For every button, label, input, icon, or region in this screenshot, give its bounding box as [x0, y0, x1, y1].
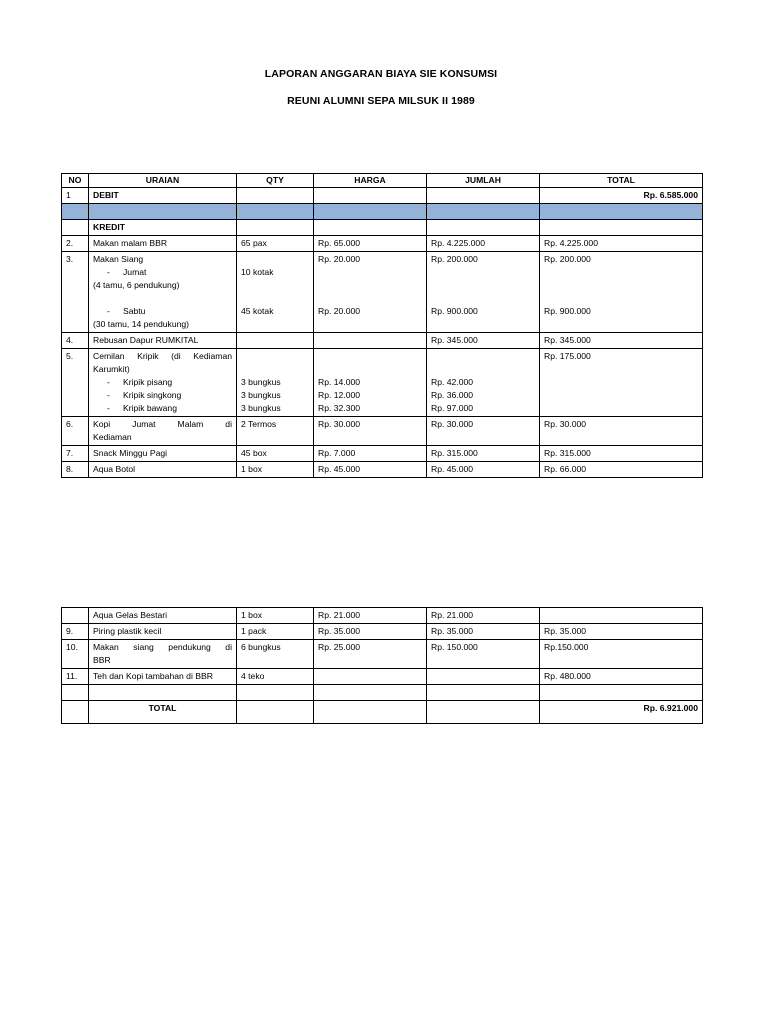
empty-cell	[427, 669, 540, 685]
row-harga: Rp. 7.000	[314, 446, 427, 462]
sub-qty: 3 bungkus	[241, 377, 281, 387]
row-total: Rp.150.000	[540, 640, 703, 669]
report-subtitle: REUNI ALUMNI SEPA MILSUK II 1989	[287, 95, 475, 107]
row-jumlah: Rp. 21.000	[427, 608, 540, 624]
empty-cell	[427, 204, 540, 220]
row-total: Rp. 175.000	[540, 349, 703, 417]
table-row	[62, 624, 703, 640]
sub-harga: Rp. 14.000	[318, 377, 361, 387]
budget-table	[61, 173, 703, 478]
row-total	[540, 252, 703, 333]
row-uraian: Aqua Botol	[89, 462, 237, 478]
sub-qty: 3 bungkus	[241, 390, 281, 400]
table-row	[62, 640, 703, 669]
sub-harga: Rp. 12.000	[318, 390, 361, 400]
row-jumlah	[427, 349, 540, 417]
row-jumlah: Rp. 4.225.000	[427, 236, 540, 252]
row-harga: Rp. 21.000	[314, 608, 427, 624]
row-harga	[314, 349, 427, 417]
debit-total: Rp. 6.585.000	[540, 188, 703, 204]
row-no: 8.	[62, 462, 89, 478]
uraian-line: BBR	[93, 655, 111, 665]
row-uraian	[89, 417, 237, 446]
row-no: 5.	[62, 349, 89, 417]
empty-cell	[540, 220, 703, 236]
empty-cell	[427, 701, 540, 724]
row-qty: 4 teko	[237, 669, 314, 685]
sub-item-label: Kripik singkong	[123, 390, 182, 400]
row-qty: 1 box	[237, 608, 314, 624]
sub-jumlah: Rp. 900.000	[431, 306, 478, 316]
empty-cell	[427, 685, 540, 701]
empty-cell	[314, 333, 427, 349]
sub-item-note: (30 tamu, 14 pendukung)	[93, 319, 190, 329]
empty-cell	[62, 220, 89, 236]
uraian-line: Kediaman	[93, 432, 132, 442]
empty-cell	[62, 204, 89, 220]
row-qty: 1 pack	[237, 624, 314, 640]
empty-cell	[237, 220, 314, 236]
sub-jumlah: Rp. 42.000	[431, 377, 474, 387]
row-uraian: Rebusan Dapur RUMKITAL	[89, 333, 237, 349]
row-uraian: Snack Minggu Pagi	[89, 446, 237, 462]
table-row	[62, 446, 703, 462]
row-total: Rp. 480.000	[540, 669, 703, 685]
sub-jumlah: Rp. 36.000	[431, 390, 474, 400]
header-no: NO	[62, 174, 89, 188]
row-jumlah: Rp. 45.000	[427, 462, 540, 478]
empty-cell	[427, 188, 540, 204]
debit-label: DEBIT	[89, 188, 237, 204]
budget-table-continued	[61, 607, 703, 724]
row-jumlah: Rp. 30.000	[427, 417, 540, 446]
empty-cell	[89, 685, 237, 701]
empty-cell	[540, 608, 703, 624]
row-qty	[237, 252, 314, 333]
sub-item: - Sabtu	[107, 306, 146, 316]
sub-harga: Rp. 20.000	[318, 306, 361, 316]
sub-harga: Rp. 20.000	[318, 254, 361, 264]
uraian-line: Karumkit)	[93, 364, 130, 374]
empty-cell	[540, 685, 703, 701]
empty-cell	[540, 204, 703, 220]
row-no: 10.	[62, 640, 89, 669]
row-qty: 65 pax	[237, 236, 314, 252]
table-row	[62, 669, 703, 685]
row-qty: 45 box	[237, 446, 314, 462]
empty-cell	[237, 685, 314, 701]
row-uraian: Aqua Gelas Bestari	[89, 608, 237, 624]
empty-cell	[237, 701, 314, 724]
table-row	[62, 236, 703, 252]
row-harga: Rp. 45.000	[314, 462, 427, 478]
kredit-label: KREDIT	[89, 220, 237, 236]
sub-total: Rp. 900.000	[544, 306, 591, 316]
empty-cell	[62, 608, 89, 624]
row-uraian	[89, 252, 237, 333]
row-uraian: Makan malam BBR	[89, 236, 237, 252]
sub-item: - Kripik singkong	[107, 390, 182, 400]
sub-item-label: Kripik bawang	[123, 403, 177, 413]
table-header-row	[62, 174, 703, 188]
empty-cell	[314, 685, 427, 701]
sub-total: Rp. 200.000	[544, 254, 591, 264]
header-total: TOTAL	[540, 174, 703, 188]
table-row	[62, 462, 703, 478]
header-uraian: URAIAN	[89, 174, 237, 188]
row-harga: Rp. 25.000	[314, 640, 427, 669]
row-no: 2.	[62, 236, 89, 252]
row-jumlah: Rp. 345.000	[427, 333, 540, 349]
grand-total-label: TOTAL	[89, 701, 237, 724]
empty-cell	[237, 204, 314, 220]
row-harga	[314, 252, 427, 333]
empty-cell	[89, 204, 237, 220]
header-harga: HARGA	[314, 174, 427, 188]
row-no: 6.	[62, 417, 89, 446]
sub-item: - Kripik bawang	[107, 403, 177, 413]
kredit-row	[62, 220, 703, 236]
row-qty	[237, 349, 314, 417]
uraian-line: Makan Siang	[93, 254, 144, 264]
row-no: 1	[62, 188, 89, 204]
header-qty: QTY	[237, 174, 314, 188]
row-uraian	[89, 349, 237, 417]
grand-total-value: Rp. 6.921.000	[540, 701, 703, 724]
row-jumlah: Rp. 150.000	[427, 640, 540, 669]
sub-item-label: Sabtu	[123, 306, 146, 316]
row-uraian	[89, 640, 237, 669]
empty-cell	[314, 188, 427, 204]
report-title: LAPORAN ANGGARAN BIAYA SIE KONSUMSI	[264, 68, 498, 80]
sub-qty: 45 kotak	[241, 306, 274, 316]
empty-cell	[62, 685, 89, 701]
row-no: 9.	[62, 624, 89, 640]
row-total: Rp. 315.000	[540, 446, 703, 462]
uraian-line: Kopi Jumat Malam di	[93, 419, 232, 429]
table-row	[62, 333, 703, 349]
table-row	[62, 252, 703, 333]
table-row	[62, 417, 703, 446]
sub-item-label: Jumat	[123, 267, 147, 277]
empty-cell	[237, 333, 314, 349]
uraian-line: Cemilan Kripik (di Kediaman	[93, 351, 232, 361]
grand-total-row	[62, 701, 703, 724]
row-total: Rp. 345.000	[540, 333, 703, 349]
sub-qty: 3 bungkus	[241, 403, 281, 413]
row-no: 11.	[62, 669, 89, 685]
sub-harga: Rp. 32.300	[318, 403, 361, 413]
empty-cell	[314, 204, 427, 220]
table-row	[62, 349, 703, 417]
sub-item-label: Kripik pisang	[123, 377, 173, 387]
debit-row	[62, 188, 703, 204]
row-uraian: Teh dan Kopi tambahan di BBR	[89, 669, 237, 685]
empty-cell	[314, 220, 427, 236]
sub-item-note: (4 tamu, 6 pendukung)	[93, 280, 180, 290]
sub-jumlah: Rp. 97.000	[431, 403, 474, 413]
row-total: Rp. 30.000	[540, 417, 703, 446]
empty-cell	[62, 701, 89, 724]
row-no: 4.	[62, 333, 89, 349]
empty-cell	[237, 188, 314, 204]
header-jumlah: JUMLAH	[427, 174, 540, 188]
sub-qty: 10 kotak	[241, 267, 274, 277]
row-no: 3.	[62, 252, 89, 333]
row-qty: 2 Termos	[237, 417, 314, 446]
row-no: 7.	[62, 446, 89, 462]
row-uraian: Piring plastik kecil	[89, 624, 237, 640]
empty-row	[62, 685, 703, 701]
row-harga: Rp. 30.000	[314, 417, 427, 446]
empty-cell	[427, 220, 540, 236]
row-harga: Rp. 35.000	[314, 624, 427, 640]
sub-item: - Jumat	[107, 267, 147, 277]
row-jumlah: Rp. 315.000	[427, 446, 540, 462]
sub-jumlah: Rp. 200.000	[431, 254, 478, 264]
row-total: Rp. 4.225.000	[540, 236, 703, 252]
row-jumlah: Rp. 35.000	[427, 624, 540, 640]
uraian-line: Makan siang pendukung di	[93, 642, 232, 652]
empty-cell	[314, 669, 427, 685]
empty-cell	[314, 701, 427, 724]
row-qty: 6 bungkus	[237, 640, 314, 669]
sub-item: - Kripik pisang	[107, 377, 173, 387]
row-total: Rp. 35.000	[540, 624, 703, 640]
row-qty: 1 box	[237, 462, 314, 478]
row-jumlah	[427, 252, 540, 333]
table-row	[62, 608, 703, 624]
highlight-row	[62, 204, 703, 220]
row-total: Rp. 66.000	[540, 462, 703, 478]
row-harga: Rp. 65.000	[314, 236, 427, 252]
